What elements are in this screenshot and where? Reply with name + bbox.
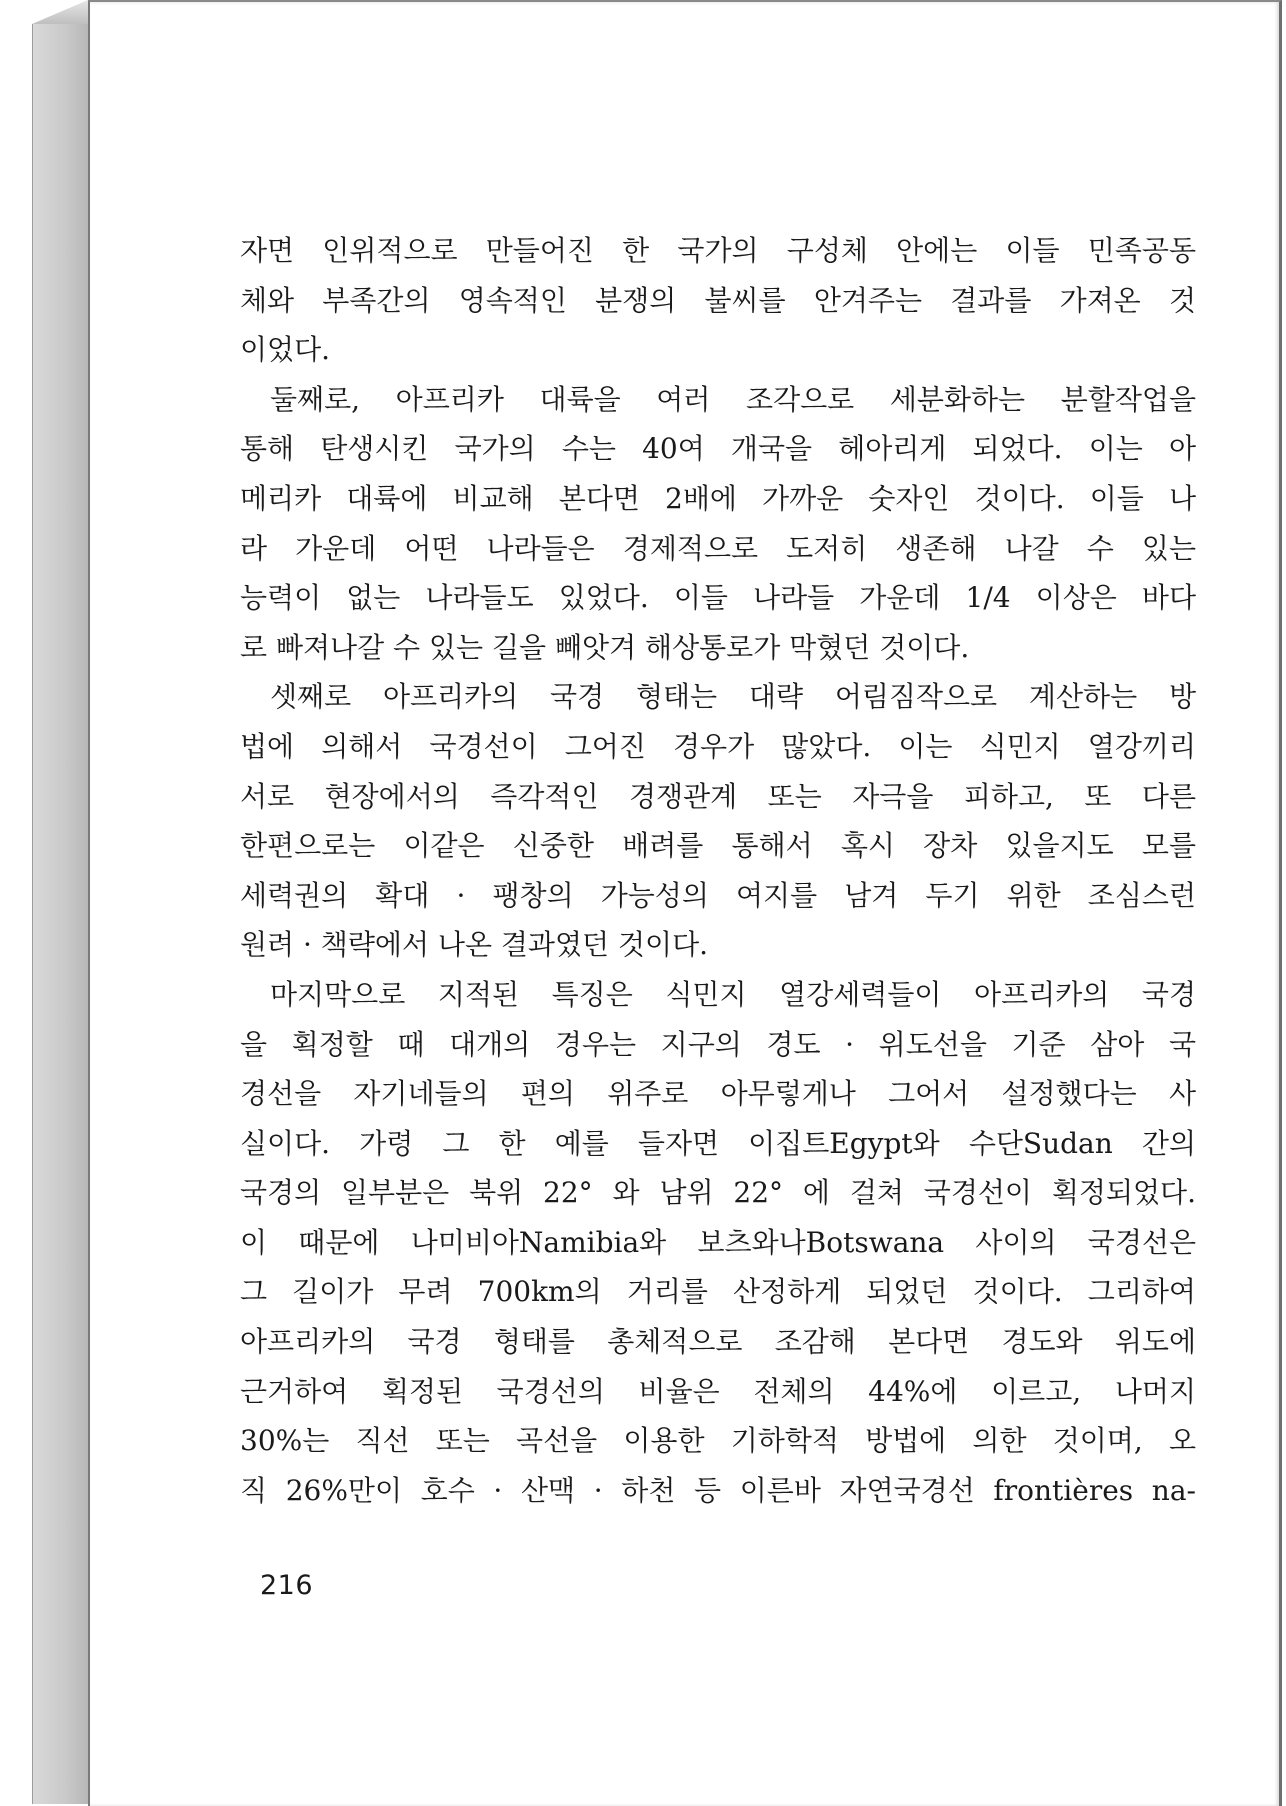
text-line: 이었다. bbox=[240, 333, 331, 367]
text-line: 30%는 직선 또는 곡선을 이용한 기하학적 방법에 의한 것이며, 오 bbox=[240, 1424, 1196, 1458]
body-text bbox=[240, 226, 1196, 1515]
text-line: 실이다. 가령 그 한 예를 들자면 이집트Egypt와 수단Sudan 간의 bbox=[240, 1126, 1196, 1160]
text-line: 직 26%만이 호수 · 산맥 · 하천 등 이른바 자연국경선 frontières na- bbox=[240, 1473, 1196, 1507]
text-line: 셋째로 아프리카의 국경 형태는 대략 어림짐작으로 계산하는 방 bbox=[270, 680, 1196, 714]
text-line: 법에 의해서 국경선이 그어진 경우가 많았다. 이는 식민지 열강끼리 bbox=[240, 729, 1196, 763]
text-line: 세력권의 확대 · 팽창의 가능성의 여지를 남겨 두기 위한 조심스런 bbox=[240, 878, 1196, 912]
text-line: 자면 인위적으로 만들어진 한 국가의 구성체 안에는 이들 민족공동 bbox=[240, 234, 1196, 267]
text-line: 서로 현장에서의 즉각적인 경쟁관계 또는 자극을 피하고, 또 다른 bbox=[240, 779, 1196, 813]
text-line: 원려 · 책략에서 나온 결과였던 것이다. bbox=[240, 928, 709, 962]
text-line: 그 길이가 무려 700km의 거리를 산정하게 되었던 것이다. 그리하여 bbox=[240, 1275, 1196, 1309]
text-line: 근거하여 획정된 국경선의 비율은 전체의 44%에 이르고, 나머지 bbox=[240, 1374, 1196, 1408]
text-line: 능력이 없는 나라들도 있었다. 이들 나라들 가운데 1/4 이상은 바다 bbox=[240, 581, 1196, 615]
text-line: 메리카 대륙에 비교해 본다면 2배에 가까운 숫자인 것이다. 이들 나 bbox=[240, 481, 1196, 515]
text-line: 체와 부족간의 영속적인 분쟁의 불씨를 안겨주는 결과를 가져온 것 bbox=[240, 283, 1196, 317]
text-line: 마지막으로 지적된 특징은 식민지 열강세력들이 아프리카의 국경 bbox=[270, 977, 1196, 1011]
text-line: 라 가운데 어떤 나라들은 경제적으로 도저히 생존해 나갈 수 있는 bbox=[240, 531, 1196, 565]
page-sheet bbox=[88, 0, 1282, 1806]
page-number: 216 bbox=[260, 1570, 314, 1601]
text-line: 아프리카의 국경 형태를 총체적으로 조감해 본다면 경도와 위도에 bbox=[240, 1325, 1196, 1359]
text-line: 로 빠져나갈 수 있는 길을 빼앗겨 해상통로가 막혔던 것이다. bbox=[240, 630, 970, 664]
text-line: 경선을 자기네들의 편의 위주로 아무렇게나 그어서 설정했다는 사 bbox=[240, 1077, 1196, 1111]
book-spine bbox=[32, 24, 88, 1804]
text-line: 이 때문에 나미비아Namibia와 보츠와나Botswana 사이의 국경선은 bbox=[240, 1225, 1196, 1259]
text-line: 통해 탄생시킨 국가의 수는 40여 개국을 헤아리게 되었다. 이는 아 bbox=[240, 432, 1196, 466]
text-line: 을 획정할 때 대개의 경우는 지구의 경도 · 위도선을 기준 삼아 국 bbox=[240, 1027, 1196, 1061]
book-spine-top bbox=[32, 0, 88, 24]
text-line: 국경의 일부분은 북위 22° 와 남위 22° 에 걸쳐 국경선이 획정되었다. bbox=[240, 1176, 1196, 1210]
text-line: 한편으로는 이같은 신중한 배려를 통해서 혹시 장차 있을지도 모를 bbox=[240, 829, 1196, 863]
text-line: 둘째로, 아프리카 대륙을 여러 조각으로 세분화하는 분할작업을 bbox=[270, 382, 1196, 416]
